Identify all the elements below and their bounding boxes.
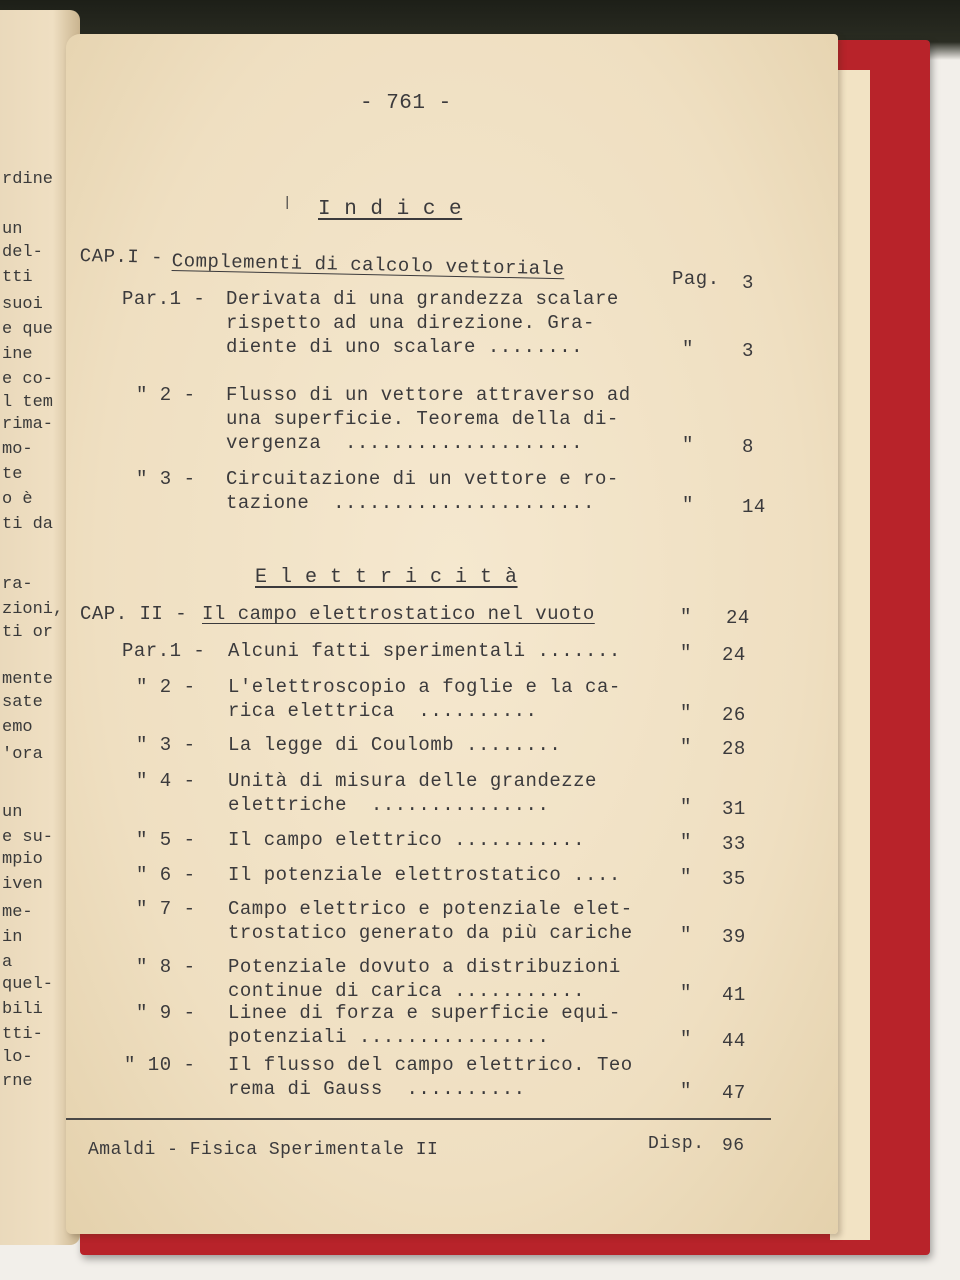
- entry-text-line: Circuitazione di un vettore e ro-: [226, 468, 619, 490]
- left-page-fragment: l tem: [2, 393, 54, 412]
- left-page-fragment: e co-: [2, 370, 54, 389]
- left-page-fragment: tti-: [2, 1025, 43, 1044]
- chapter1-pag-label: Pag.: [672, 268, 720, 290]
- entry-ditto-mark: ": [680, 982, 692, 1004]
- footer-left: Amaldi - Fisica Sperimentale II: [88, 1140, 439, 1160]
- entry-ditto-mark: ": [680, 924, 692, 946]
- entry-ditto-mark: ": [682, 338, 694, 360]
- entry-text-line: una superficie. Teorema della di-: [226, 408, 619, 430]
- entry-text-line: trostatico generato da più cariche: [228, 922, 633, 944]
- entry-page-number: 8: [742, 436, 754, 458]
- entry-text-line: rispetto ad una direzione. Gra-: [226, 312, 595, 334]
- entry-ditto-mark: ": [680, 796, 692, 818]
- entry-text-line: continue di carica ...........: [228, 980, 586, 1002]
- entry-text-line: La legge di Coulomb ........: [228, 734, 562, 756]
- left-page-fragment: o è: [2, 490, 33, 509]
- entry-page-number: 41: [722, 984, 746, 1006]
- left-page-fragment: mente: [2, 670, 54, 689]
- chapter2-page: 24: [726, 607, 750, 629]
- left-page-fragment: quel-: [2, 975, 54, 994]
- entry-ditto-mark: ": [680, 642, 692, 664]
- entry-page-number: 28: [722, 738, 746, 760]
- entry-text-line: L'elettroscopio a foglie e la ca-: [228, 676, 621, 698]
- entry-page-number: 3: [742, 340, 754, 362]
- entry-number: " 2 -: [136, 676, 196, 698]
- left-page-fragment: me-: [2, 903, 33, 922]
- left-page-fragment: un: [2, 220, 23, 239]
- left-page-fragment: bili: [2, 1000, 43, 1019]
- entry-text-line: vergenza ....................: [226, 432, 584, 454]
- entry-ditto-mark: ": [680, 831, 692, 853]
- entry-text-line: Il potenziale elettrostatico ....: [228, 864, 621, 886]
- entry-page-number: 39: [722, 926, 746, 948]
- chapter1-pag-value: 3: [742, 272, 754, 294]
- left-page-fragment: tti: [2, 268, 33, 287]
- left-page-fragment: suoi: [2, 295, 43, 314]
- section2-heading: E l e t t r i c i t à: [255, 566, 518, 589]
- entry-page-number: 14: [742, 496, 766, 518]
- footer-disp-value: 96: [722, 1136, 745, 1156]
- entry-ditto-mark: ": [680, 1028, 692, 1050]
- pencil-mark: |: [283, 195, 292, 211]
- entry-page-number: 47: [722, 1082, 746, 1104]
- chapter1-title: Complementi di calcolo vettoriale: [171, 250, 565, 281]
- entry-text-line: Campo elettrico e potenziale elet-: [228, 898, 633, 920]
- entry-page-number: 26: [722, 704, 746, 726]
- page-number: - 761 -: [360, 92, 452, 115]
- left-page-fragment: sate: [2, 693, 43, 712]
- left-page-fragment: mo-: [2, 440, 33, 459]
- left-page-fragment: un: [2, 803, 23, 822]
- chapter1-label: CAP.I -: [79, 245, 164, 269]
- left-page-fragment: in: [2, 928, 23, 947]
- entry-number: " 2 -: [136, 384, 196, 406]
- entry-text-line: Linee di forza e superficie equi-: [228, 1002, 621, 1024]
- left-page-fragment: emo: [2, 718, 33, 737]
- entry-ditto-mark: ": [682, 494, 694, 516]
- left-page-fragment: rdine: [2, 170, 54, 189]
- entry-ditto-mark: ": [682, 434, 694, 456]
- entry-page-number: 31: [722, 798, 746, 820]
- left-page-fragment: te: [2, 465, 23, 484]
- entry-text-line: Flusso di un vettore attraverso ad: [226, 384, 631, 406]
- entry-text-line: potenziali ................: [228, 1026, 550, 1048]
- entry-number: " 3 -: [136, 468, 196, 490]
- entry-number: " 7 -: [136, 898, 196, 920]
- left-page-fragment: ti da: [2, 515, 54, 534]
- entry-text-line: elettriche ...............: [228, 794, 550, 816]
- entry-ditto-mark: ": [680, 1080, 692, 1102]
- footer-rule: [66, 1118, 771, 1120]
- entry-number: " 5 -: [136, 829, 196, 851]
- chapter2-title: Il campo elettrostatico nel vuoto: [202, 603, 595, 625]
- entry-page-number: 24: [722, 644, 746, 666]
- entry-ditto-mark: ": [680, 866, 692, 888]
- left-page-fragment: rne: [2, 1072, 33, 1091]
- entry-number: " 3 -: [136, 734, 196, 756]
- entry-text-line: Derivata di una grandezza scalare: [226, 288, 619, 310]
- footer-disp-label: Disp.: [648, 1134, 705, 1154]
- entry-text-line: Alcuni fatti sperimentali .......: [228, 640, 621, 662]
- left-page-fragment: 'ora: [2, 745, 43, 764]
- left-page-fragment: e que: [2, 320, 54, 339]
- left-page-fragment: e su-: [2, 828, 54, 847]
- chapter2-label: CAP. II -: [80, 603, 188, 625]
- entry-text-line: Il campo elettrico ...........: [228, 829, 586, 851]
- entry-number: " 10 -: [124, 1054, 196, 1076]
- entry-page-number: 35: [722, 868, 746, 890]
- entry-number: Par.1 -: [122, 288, 206, 310]
- left-page-fragment: ra-: [2, 575, 33, 594]
- chapter2-mark: ": [680, 606, 692, 628]
- entry-text-line: diente di uno scalare ........: [226, 336, 584, 358]
- entry-page-number: 44: [722, 1030, 746, 1052]
- left-page-fragment: mpio: [2, 850, 43, 869]
- left-page-fragment: zioni,: [2, 600, 64, 619]
- left-page-fragment: iven: [2, 875, 43, 894]
- entry-text-line: Unità di misura delle grandezze: [228, 770, 597, 792]
- left-page-fragment: ti or: [2, 623, 54, 642]
- left-page-fragment: lo-: [2, 1048, 33, 1067]
- left-page-fragment: rima-: [2, 415, 54, 434]
- entry-ditto-mark: ": [680, 736, 692, 758]
- entry-text-line: tazione ......................: [226, 492, 595, 514]
- entry-text-line: Potenziale dovuto a distribuzioni: [228, 956, 621, 978]
- left-page-fragment: del-: [2, 243, 43, 262]
- entry-text-line: Il flusso del campo elettrico. Teo: [228, 1054, 633, 1076]
- entry-number: " 9 -: [136, 1002, 196, 1024]
- index-heading: I n d i c e: [318, 198, 463, 221]
- left-page-fragment: a: [2, 953, 13, 972]
- left-page-fragment: ine: [2, 345, 33, 364]
- entry-ditto-mark: ": [680, 702, 692, 724]
- entry-text-line: rica elettrica ..........: [228, 700, 538, 722]
- entry-number: Par.1 -: [122, 640, 206, 662]
- entry-text-line: rema di Gauss ..........: [228, 1078, 526, 1100]
- entry-number: " 8 -: [136, 956, 196, 978]
- entry-page-number: 33: [722, 833, 746, 855]
- entry-number: " 4 -: [136, 770, 196, 792]
- entry-number: " 6 -: [136, 864, 196, 886]
